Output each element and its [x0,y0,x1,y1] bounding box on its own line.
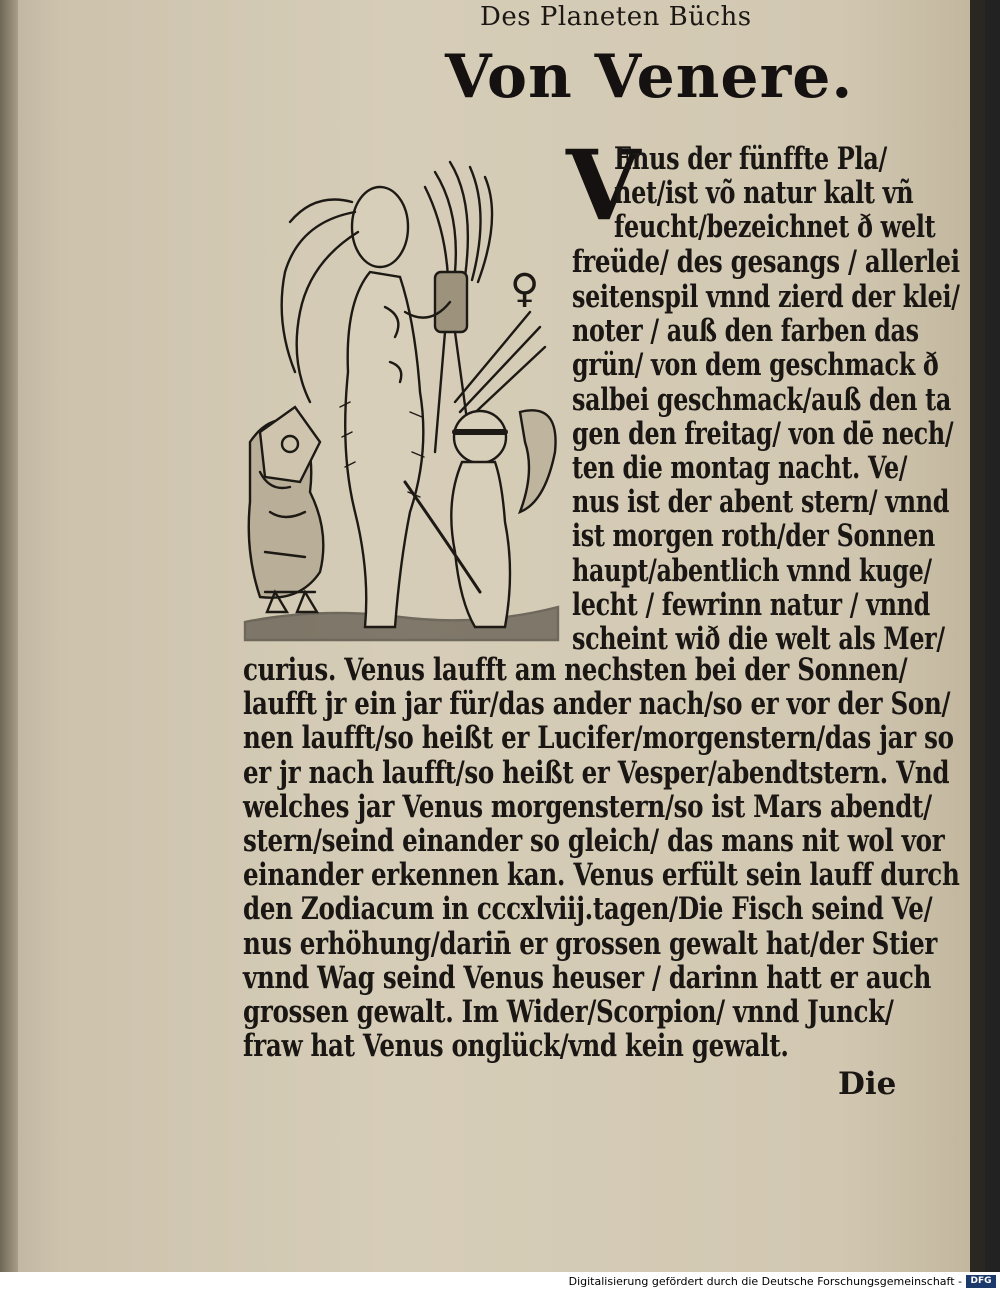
text-line: scheint wið die welt als Mer/ [572,620,945,657]
text-line: haupt/abentlich vnnd kuge/ [572,552,932,589]
text-line: vnnd Wag seind Venus heuser / darinn hatt er auch [243,959,932,996]
venus-symbol-icon: ♀ [510,266,540,312]
text-line: seitenspil vnnd zierd der klei/ [572,279,960,315]
text-line: feucht/bezeichnet ð welt [614,209,936,246]
text-column-top [572,141,1000,280]
text-line: net/ist võ natur kalt vñ [614,175,914,212]
text-line: salbei geschmack/auß den ta [572,381,951,418]
text-line: fraw hat Venus onglück/vnd kein gewalt. [243,1028,789,1065]
text-column-full [243,653,1000,1063]
text-line: Enus der fünffte Pla/ [614,141,887,177]
catchword: Die [838,1066,897,1102]
text-line: curius. Venus laufft am nechsten bei der Sonnen/ [243,652,908,688]
text-line: ist morgen roth/der Sonnen [572,518,935,555]
text-line: nus ist der abent stern/ vnnd [572,484,950,521]
text-line: einander erkennen kan. Venus erfült sein lauff durch [243,857,960,894]
text-line: den Zodiacum in cccxlviij.tagen/Die Fisch seind Ve/ [243,891,933,928]
running-head: Des Planeten Büchs [480,2,752,32]
text-line: ten die montag nacht. Ve/ [572,449,908,486]
text-line: grossen gewalt. Im Wider/Scorpion/ vnnd Junck/ [243,993,894,1030]
text-column-side [572,280,1000,656]
text-line: laufft jr ein jar für/das ander nach/so er vor der Son/ [243,686,951,723]
text-line: lecht / fewrinn natur / vnnd [572,586,931,623]
text-line: grün/ von dem geschmack ð [572,347,939,384]
text-line: er jr nach laufft/so heißt er Vesper/abendtstern. Vnd [243,754,950,791]
text-line: nen laufft/so heißt er Lucifer/morgenstern/das jar so [243,720,954,757]
text-line: gen den freitag/ von dē nech/ [572,415,954,452]
text-line: nus erhöhung/darin̄ er grossen gewalt hat/der Stier [243,925,938,962]
text-line: freüde/ des gesangs / allerlei [572,243,960,280]
text-line: noter / auß den farben das [572,313,919,350]
text-line: stern/seind einander so gleich/ das mans nit wol vor [243,822,945,859]
drop-cap: V [566,129,641,242]
funding-credit: Digitalisierung gefördert durch die Deutsche Forschungsgemeinschaft - [568,1275,962,1288]
text-line: welches jar Venus morgenstern/so ist Mars abendt/ [243,788,932,825]
dfg-logo: DFG [966,1275,996,1288]
page-title: Von Venere. [445,42,854,112]
footer-bar [0,1272,1000,1292]
page-gutter [0,0,18,1272]
venus-woodcut-illustration [240,152,562,642]
